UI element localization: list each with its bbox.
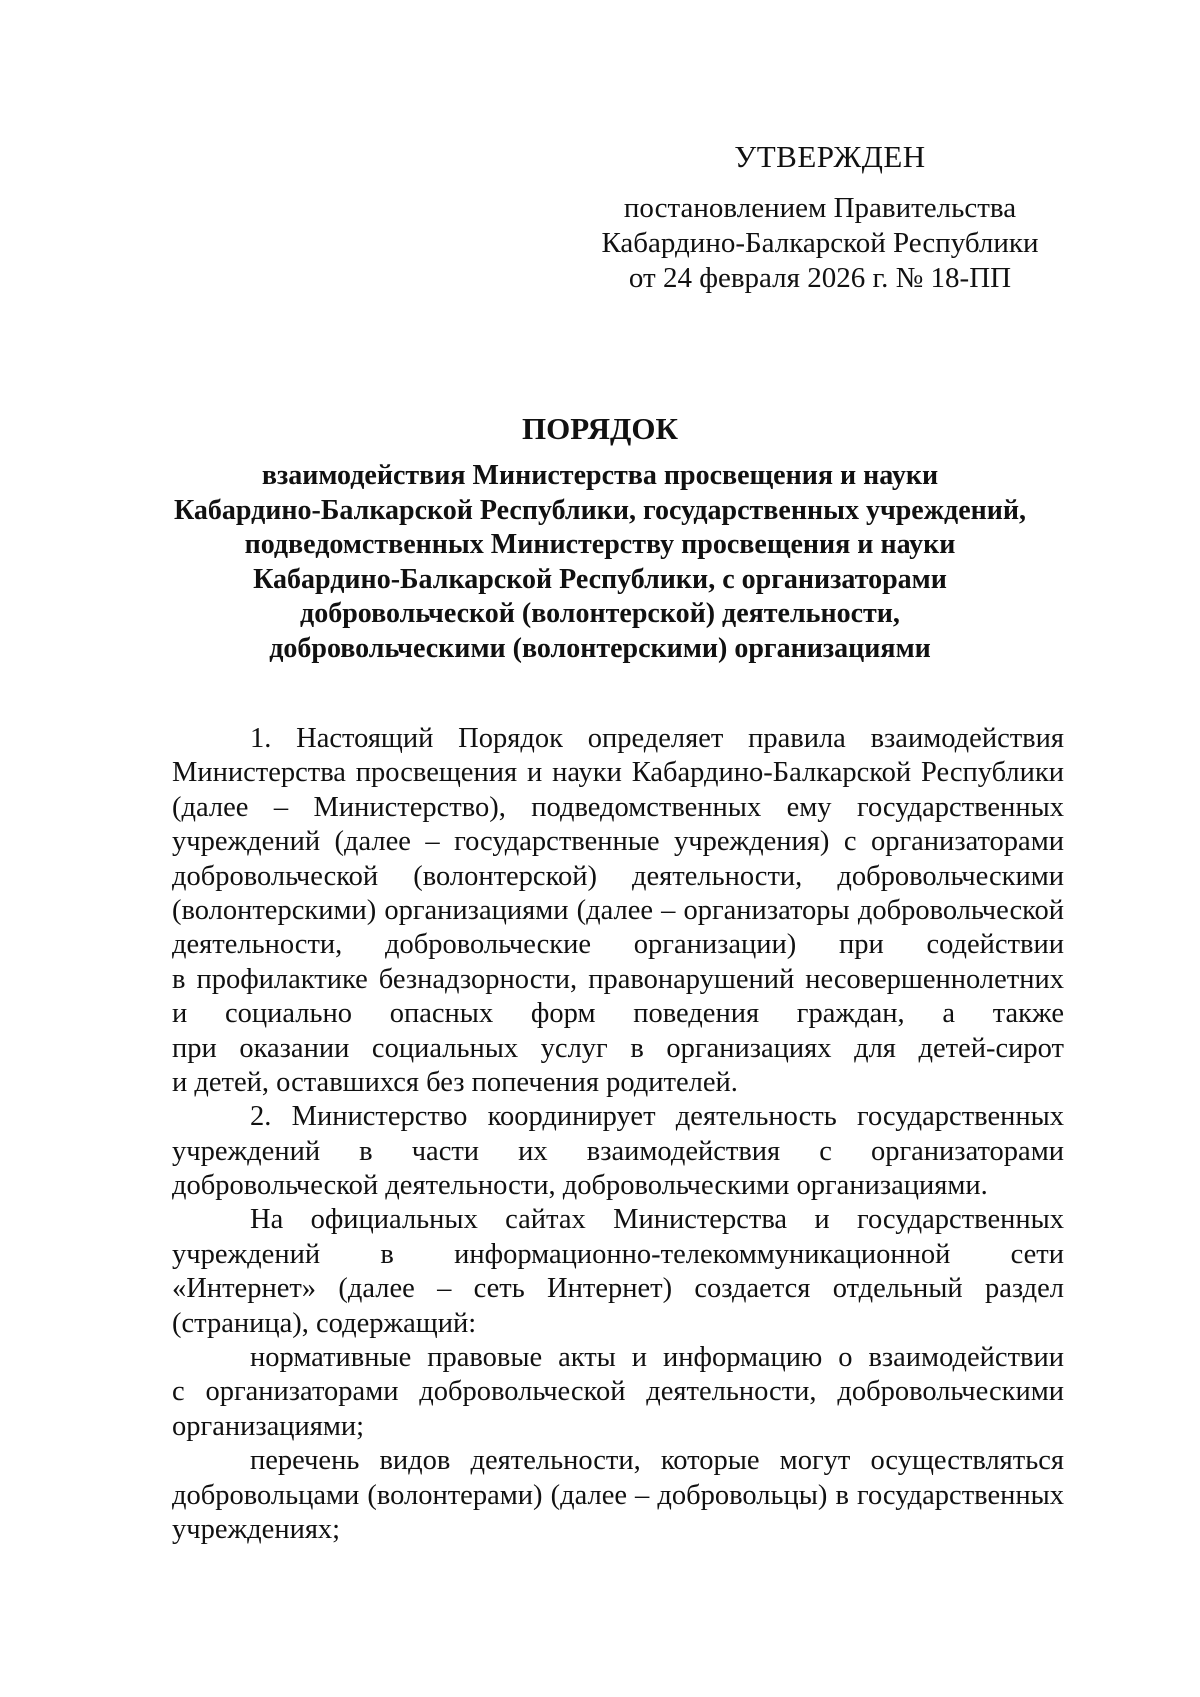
body-line: и детей, оставшихся без попечения родителей.: [172, 1066, 738, 1098]
subtitle-line: Кабардино-Балкарской Республики, государственных учреждений,: [173, 494, 1027, 526]
body-line: и социально опасных форм поведения граждан, а также: [172, 998, 1064, 1030]
body-line: перечень видов деятельности, которые могут осуществляться: [250, 1445, 1064, 1477]
document-title: ПОРЯДОК: [522, 411, 678, 446]
subtitle-line: добровольческими (волонтерскими) организациями: [269, 632, 931, 664]
document-body: [172, 722, 1064, 1547]
subtitle-line: взаимодействия Министерства просвещения и науки: [261, 460, 939, 491]
body-line: с организаторами добровольческой деятельности, добровольческими: [172, 1376, 1064, 1408]
body-line: учреждений (далее – государственные учреждения) с организаторами: [172, 826, 1064, 858]
document-subtitle: [100, 459, 1100, 666]
body-line: (далее – Министерство), подведомственных ему государственных: [172, 791, 1064, 823]
body-line: в профилактике безнадзорности, правонарушений несовершеннолетних: [172, 963, 1064, 995]
approval-line-1: постановлением Правительства: [623, 192, 1017, 224]
body-line: «Интернет» (далее – сеть Интернет) создается отдельный раздел: [172, 1273, 1064, 1305]
body-line: добровольцами (волонтерами) (далее – добровольцы) в государственных: [172, 1479, 1064, 1511]
body-line: 2. Министерство координирует деятельность государственных: [250, 1101, 1064, 1133]
subtitle-line: подведомственных Министерству просвещения и науки: [244, 529, 956, 560]
approval-line-2: Кабардино-Балкарской Республики: [601, 227, 1039, 259]
subtitle-line: добровольческой (волонтерской) деятельности,: [300, 598, 900, 629]
approval-line-3: от 24 февраля 2026 г. № 18-ПП: [628, 262, 1012, 294]
body-line: добровольческой (волонтерской) деятельности, добровольческими: [172, 860, 1064, 892]
body-line: учреждений в информационно-телекоммуникационной сети: [172, 1238, 1064, 1270]
body-line: (страница), содержащий:: [172, 1307, 477, 1339]
approval-title: УТВЕРЖДЕН: [734, 139, 926, 174]
body-line: Министерства просвещения и науки Кабардино-Балкарской Республики: [172, 757, 1064, 789]
body-line: добровольческой деятельности, добровольческими организациями.: [172, 1170, 988, 1202]
subtitle-line: Кабардино-Балкарской Республики, с организаторами: [253, 563, 947, 595]
body-line: при оказании социальных услуг в организациях для детей-сирот: [172, 1032, 1064, 1064]
approval-block: [560, 140, 1080, 296]
body-line: деятельности, добровольческие организации) при содействии: [172, 929, 1064, 961]
body-line: 1. Настоящий Порядок определяет правила взаимодействия: [250, 723, 1064, 754]
body-line: нормативные правовые акты и информацию о взаимодействии: [250, 1342, 1064, 1374]
body-line: (волонтерскими) организациями (далее – организаторы добровольческой: [172, 894, 1064, 926]
body-line: На официальных сайтах Министерства и государственных: [250, 1204, 1064, 1236]
body-line: организациями;: [172, 1410, 365, 1442]
body-line: учреждений в части их взаимодействия с организаторами: [172, 1135, 1064, 1167]
body-line: учреждениях;: [172, 1513, 341, 1545]
